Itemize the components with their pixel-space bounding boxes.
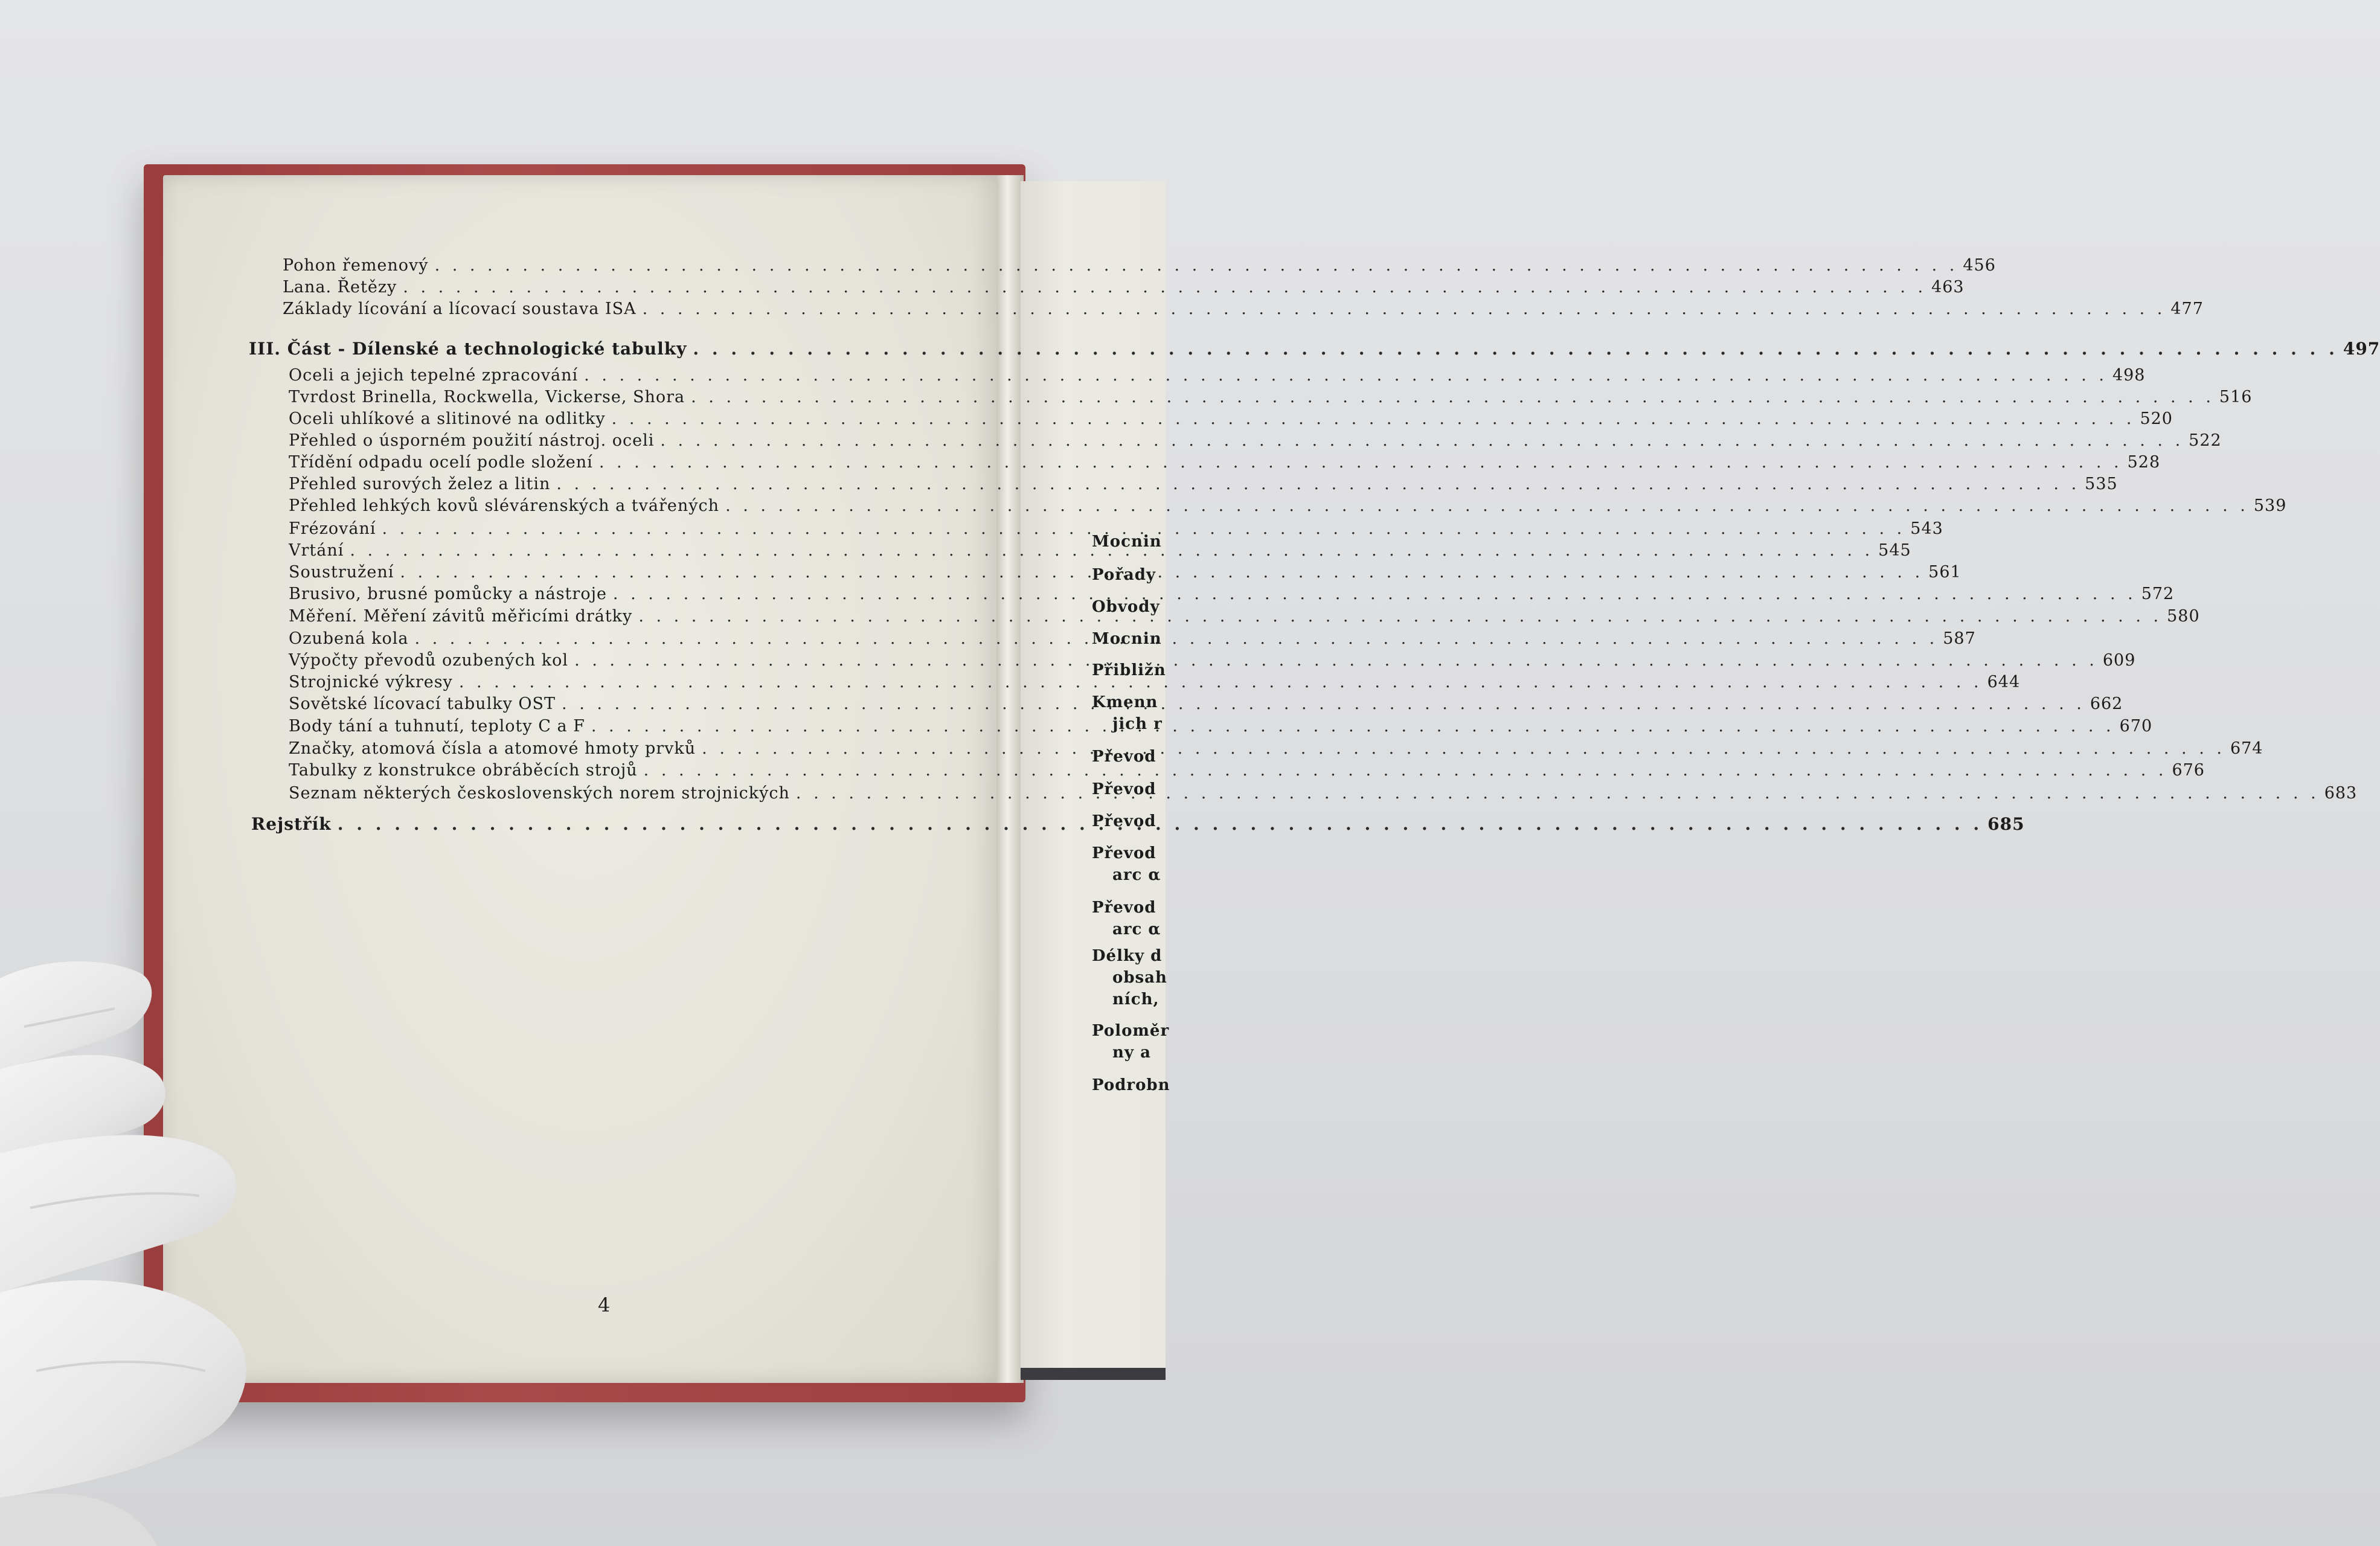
leader-dots — [691, 388, 2215, 406]
toc-entry-page: 520 — [2140, 409, 2173, 428]
toc-entry-page: 545 — [1878, 541, 1911, 560]
toc-entry-page: 587 — [1943, 629, 1976, 648]
toc-entry — [289, 673, 2021, 691]
leader-dots — [591, 717, 2115, 736]
leader-dots — [584, 366, 2108, 385]
toc-entry-title: Body tání a tuhnutí, teploty C a F — [289, 717, 585, 736]
toc-entry — [289, 431, 2222, 450]
toc-entry — [289, 585, 2175, 603]
toc-entry-title: Rejstřík — [251, 814, 332, 834]
right-page-line: Převod — [1092, 748, 1156, 766]
toc-entry-page: 561 — [1928, 563, 1961, 582]
toc-entry — [289, 453, 2161, 472]
toc-entry-page: 528 — [2127, 453, 2161, 472]
right-page-line: Podrobn — [1092, 1076, 1170, 1094]
leader-dots — [612, 409, 2135, 428]
toc-entry-title: Přehled o úsporném použití nástroj. oceli — [289, 431, 655, 450]
toc-entry-page: 685 — [1987, 814, 2025, 834]
right-page-line: Pořady — [1092, 566, 1156, 584]
right-page-line: Převod — [1092, 780, 1156, 798]
leader-dots — [638, 607, 2162, 626]
white-glove — [0, 954, 254, 1546]
toc-entry-title: Oceli uhlíkové a slitinové na odlitky — [289, 409, 606, 428]
toc-entry-title: Strojnické výkresy — [289, 673, 453, 691]
toc-entry-title: Ozubená kola — [289, 629, 409, 648]
toc-entry-page: 497 — [2343, 339, 2380, 359]
toc-entry — [289, 366, 2146, 385]
toc-entry-title: Soustružení — [289, 563, 394, 582]
toc-entry-page: 516 — [2219, 388, 2253, 406]
toc-entry-title: Výpočty převodů ozubených kol — [289, 651, 569, 670]
toc-entry-page: 580 — [2167, 607, 2200, 626]
toc-entry-page: 609 — [2102, 651, 2136, 670]
toc-entry-page: 477 — [2170, 300, 2204, 318]
leader-dots — [693, 339, 2338, 359]
toc-entry-page: 670 — [2119, 717, 2153, 736]
leader-dots — [556, 475, 2080, 493]
right-page-line: obsah — [1112, 969, 1167, 987]
right-page-line: Poloměr — [1092, 1022, 1170, 1040]
leader-dots — [702, 739, 2225, 758]
toc-entry — [289, 388, 2253, 406]
right-page-line: Převod — [1092, 812, 1156, 830]
toc-entry-title: Seznam některých československých norem strojnických — [289, 784, 790, 803]
toc-entry-page: 676 — [2172, 761, 2205, 780]
toc-entry-title: Vrtání — [289, 541, 344, 560]
toc-entry-page: 543 — [1910, 519, 1943, 538]
right-page-line: Přibližn — [1092, 661, 1166, 679]
toc-entry-title: Přehled lehkých kovů slévárenských a tvářených — [289, 496, 720, 515]
leader-dots — [613, 585, 2137, 603]
toc-entry — [283, 278, 1965, 297]
leader-dots — [562, 694, 2085, 713]
leader-dots — [574, 651, 2098, 670]
toc-entry-page: 644 — [1987, 673, 2021, 691]
right-page-line: Převod — [1092, 899, 1156, 917]
leader-dots — [660, 431, 2184, 450]
toc-entry — [289, 409, 2173, 428]
toc-entry-title: Přehled surových želez a litin — [289, 475, 551, 493]
toc-entry — [289, 496, 2287, 515]
leader-dots — [644, 761, 2167, 780]
toc-entry-title: Měření. Měření závitů měřicími drátky — [289, 607, 633, 626]
toc-entry-page: 535 — [2085, 475, 2118, 493]
right-page-line: Obvody — [1092, 598, 1160, 616]
right-page-line: arc α — [1112, 866, 1161, 884]
right-page-line: jich r — [1112, 715, 1163, 733]
leader-dots — [459, 673, 1983, 691]
leader-dots — [725, 496, 2249, 515]
leader-dots — [643, 300, 2166, 318]
toc-entry-page: 674 — [2230, 739, 2263, 758]
toc-entry-page: 539 — [2253, 496, 2287, 515]
right-page-line: Mocnin — [1092, 533, 1162, 551]
right-page-line: ních, — [1112, 990, 1160, 1009]
toc-entry — [289, 519, 1943, 538]
right-page-line: ny a — [1112, 1044, 1151, 1062]
leader-dots — [403, 278, 1926, 297]
toc-entry-page: 572 — [2141, 585, 2175, 603]
toc-entry — [283, 300, 2204, 318]
toc-entry-title: Třídění odpadu ocelí podle složení — [289, 453, 593, 472]
right-page-line: Mocnin — [1092, 630, 1162, 648]
right-page-line: arc α — [1112, 920, 1161, 938]
leader-dots — [400, 563, 1923, 582]
page-number: 4 — [598, 1294, 611, 1317]
leader-dots — [435, 256, 1958, 275]
toc-entry-title: Frézování — [289, 519, 376, 538]
toc-entry-page: 498 — [2112, 366, 2146, 385]
toc-entry-title: Pohon řemenový — [283, 256, 429, 275]
leader-dots — [338, 814, 1983, 834]
toc-entry-title: Sovětské lícovací tabulky OST — [289, 694, 556, 713]
toc-section-heading — [249, 339, 2380, 359]
toc-entry-title: Oceli a jejich tepelné zpracování — [289, 366, 579, 385]
toc-entry — [289, 475, 2118, 493]
right-page-line: Délky d — [1092, 947, 1163, 965]
toc-entry-title: Značky, atomová čísla a atomové hmoty prvků — [289, 739, 696, 758]
toc-entry-page: 683 — [2324, 784, 2358, 803]
leader-dots — [414, 629, 1938, 648]
toc-entry-page: 662 — [2090, 694, 2123, 713]
toc-entry — [283, 256, 1996, 275]
toc-entry-title: Tabulky z konstrukce obráběcích strojů — [289, 761, 638, 780]
toc-entry-title: III. Část - Dílenské a technologické tabulky — [249, 339, 687, 359]
toc-entry-title: Lana. Řetězy — [283, 278, 397, 297]
leader-dots — [599, 453, 2123, 472]
leader-dots — [796, 784, 2320, 803]
toc-entry-page: 463 — [1931, 278, 1965, 297]
toc-entry — [289, 761, 2205, 780]
toc-entry-page: 522 — [2189, 431, 2222, 450]
toc-entry-page: 456 — [1963, 256, 1996, 275]
right-page-line: Kmenn — [1092, 693, 1158, 711]
right-page-line: Převod — [1092, 844, 1156, 862]
toc-entry-title: Tvrdost Brinella, Rockwella, Vickerse, Shora — [289, 388, 685, 406]
toc-entry-title: Základy lícování a lícovací soustava ISA — [283, 300, 637, 318]
toc-entry-title: Brusivo, brusné pomůcky a nástroje — [289, 585, 607, 603]
